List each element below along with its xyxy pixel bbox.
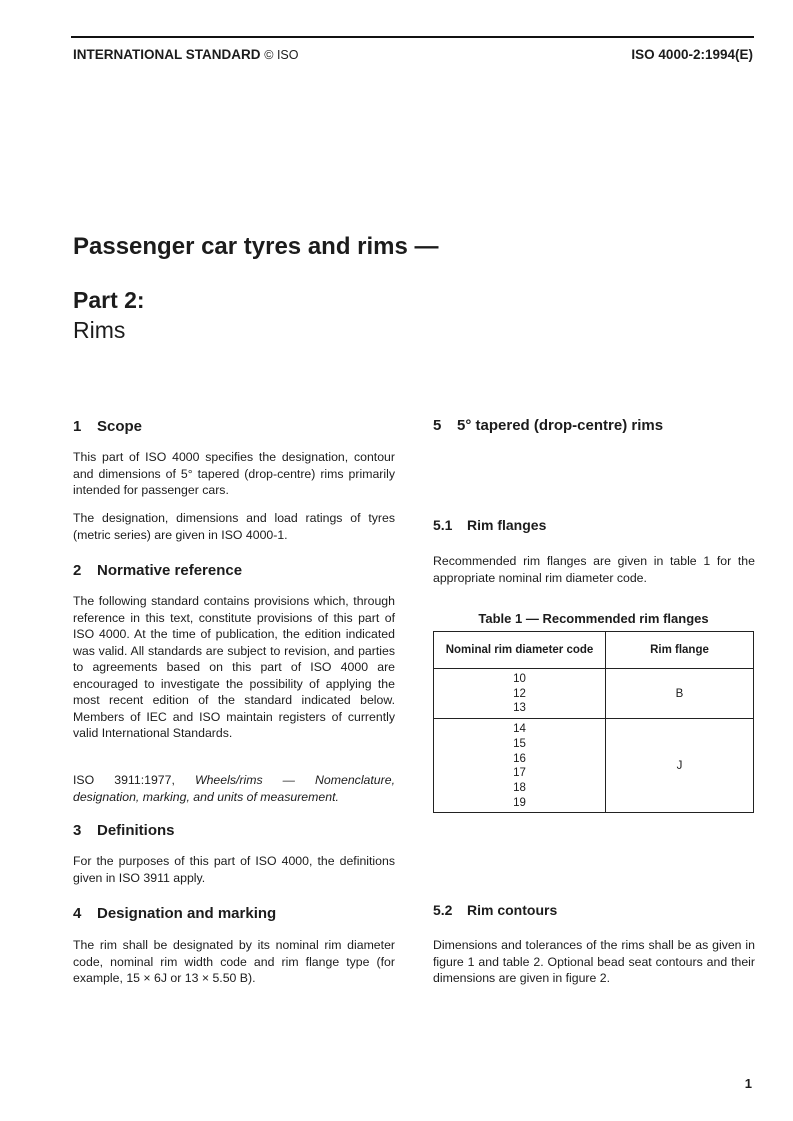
header-copyright: © ISO (264, 48, 299, 62)
section-number: 5.2 (433, 902, 453, 918)
designation-paragraph: The rim shall be designated by its nominal rim diameter code, nominal rim width code and rim flange type (for example, 15 × 6J or 13 × 5.50 B). (73, 938, 395, 985)
table-1-caption: Table 1 — Recommended rim flanges (478, 611, 709, 626)
section-title: Rim contours (467, 902, 558, 918)
diameter-codes-cell (434, 719, 606, 813)
diameter-code: 16 (513, 752, 526, 765)
section-title: Definitions (97, 822, 175, 839)
section-5-2-heading (433, 902, 557, 918)
column-header-rim-flange: Rim flange (606, 632, 754, 669)
header-left-text: INTERNATIONAL STANDARD (73, 47, 261, 62)
part-subtitle: Rims (73, 317, 126, 343)
section-title: Rim flanges (467, 517, 547, 533)
section-title: 5° tapered (drop-centre) rims (457, 417, 664, 434)
scope-paragraph-1: This part of ISO 4000 specifies the designation, contour and dimensions of 5° tapered (drop-centre) rims primarily intended for passenger cars. (73, 450, 395, 497)
section-5-1-heading (433, 517, 546, 533)
section-number: 5 (433, 417, 442, 434)
normative-paragraph: The following standard contains provisions which, through reference in this text, constitute provisions of this part of ISO 4000. At the time of publication, the edition indicated was valid. All standards are subject to revision, and parties to agreements based on this part of ISO 4000 are encouraged to investigate the possibility of applying the most recent edition of the standard indicated below. Members of IEC and ISO maintain registers of currently valid International Standards. (73, 594, 395, 740)
definitions-paragraph: For the purposes of this part of ISO 4000, the definitions given in ISO 3911 apply. (73, 854, 395, 885)
diameter-codes-cell (434, 669, 606, 719)
section-title: Scope (97, 418, 143, 435)
header-rule (71, 36, 754, 38)
diameter-code: 13 (513, 702, 526, 715)
section-number: 1 (73, 418, 82, 435)
header-standard-label (73, 47, 298, 62)
diameter-code: 18 (513, 781, 526, 794)
page-number: 1 (744, 1076, 752, 1091)
diameter-code: 10 (513, 673, 526, 685)
section-3-heading (73, 822, 175, 839)
rim-flange-cell: B (606, 669, 754, 719)
rim-flanges-table (433, 631, 754, 813)
diameter-code: 12 (513, 687, 526, 700)
table-row (434, 669, 754, 719)
section-1-heading (73, 418, 142, 435)
table-row (434, 719, 754, 813)
normative-reference-entry (73, 772, 395, 805)
section-number: 5.1 (433, 517, 453, 533)
diameter-code: 19 (513, 796, 526, 809)
section-number: 4 (73, 905, 82, 922)
part-label: Part 2: (73, 287, 145, 313)
section-title: Designation and marking (97, 905, 277, 922)
section-2-heading (73, 562, 242, 579)
rim-flanges-paragraph: Recommended rim flanges are given in table 1 for the appropriate nominal rim diameter code. (433, 554, 755, 585)
diameter-code: 15 (513, 737, 526, 750)
table-header-row (434, 632, 754, 669)
section-4-heading (73, 905, 276, 922)
diameter-code: 17 (513, 767, 526, 780)
section-number: 2 (73, 562, 82, 579)
header-document-id: ISO 4000-2:1994(E) (631, 47, 753, 62)
reference-number: ISO 3911:1977, (73, 773, 175, 787)
section-number: 3 (73, 822, 82, 839)
rim-flange-cell: J (606, 719, 754, 813)
reference-title: Wheels/rims — Nomenclature, designation, marking, and units of measurement. (73, 773, 396, 804)
section-title: Normative reference (97, 562, 243, 579)
document-title: Passenger car tyres and rims — (73, 233, 439, 260)
column-header-diameter-code: Nominal rim diameter code (434, 632, 606, 669)
scope-paragraph-2: The designation, dimensions and load ratings of tyres (metric series) are given in ISO 4000-1. (73, 511, 395, 542)
diameter-code: 14 (513, 723, 526, 736)
rim-contours-paragraph: Dimensions and tolerances of the rims shall be as given in figure 1 and table 2. Optional bead seat contours and their dimensions are given in figure 2. (433, 938, 755, 985)
section-5-heading (433, 417, 663, 434)
